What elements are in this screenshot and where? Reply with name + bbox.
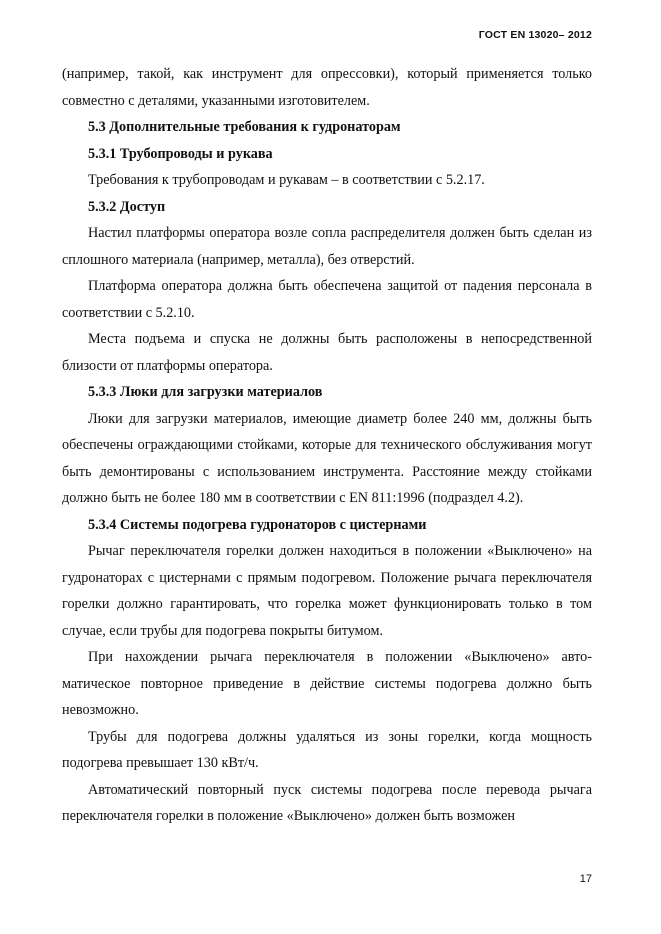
paragraph-5-3-4-b: При нахождении рычага переключателя в положении «Выключено» автоматическое повторное приведение в действие системы подогрева должно быть невозможно. [62,649,592,718]
section-heading-5-3-2: 5.3.2 Доступ [88,198,166,215]
paragraph-5-3-4-c: Трубы для подогрева должны удаляться из зоны горелки, когда мощность подогрева превышает 130 кВт/ч. [62,728,592,771]
section-heading-5-3-1: 5.3.1 Трубопроводы и рукава [88,145,273,162]
section-heading-5-3-3: 5.3.3 Люки для загрузки материалов [88,384,323,400]
page-number: 17 [579,873,592,885]
paragraph-5-3-2-c: Места подъема и спуска не должны быть расположены в непосредственной близости от платформы оператора. [62,331,592,374]
paragraph-5-3-2-a: Настил платформы оператора возле сопла распределителя должен быть сделан из сплошного материала (например, металла), без отверстий. [62,225,592,268]
paragraph-5-3-2-b: Платформа оператора должна быть обеспечена защитой от падения персонала в соответствии с 5.2.10. [62,278,592,321]
section-heading-5-3-4: 5.3.4 Системы подогрева гудронаторов с цистернами [88,516,427,533]
paragraph-5-3-1: Требования к трубопроводам и рукавам – в соответствии с 5.2.17. [88,172,485,188]
paragraph-5-3-4-a: Рычаг переключателя горелки должен находиться в положении «Выключено» на гудронаторах с цистернами с прямым подогревом. Положение рычага переключателя горелки должно гарантировать, что горелка может функционировать только в том случае, если трубы для подогрева покрыты битумом. [62,543,592,639]
continued-paragraph: (например, такой, как инструмент для опрессовки), который применяется только совместно с деталями, указанными изготовителем. [62,66,592,109]
document-code-header: ГОСТ EN 13020– 2012 [478,29,592,41]
page-content [62,61,592,830]
section-heading-5-3: 5.3 Дополнительные требования к гудронаторам [88,119,401,135]
paragraph-5-3-4-d: Автоматический повторный пуск системы подогрева после перевода рычага переключателя горелки в положение «Выключено» должен быть возможен [62,781,592,824]
paragraph-5-3-3: Люки для загрузки материалов, имеющие диаметр более 240 мм, должны быть обеспечены ограждающими стойками, которые для технического обслуживания могут быть демонтированы с использованием инструмента. Расстояние между стойками должно быть не более 180 мм в соответствии с EN 811:1996 (подраздел 4.2). [62,410,592,506]
